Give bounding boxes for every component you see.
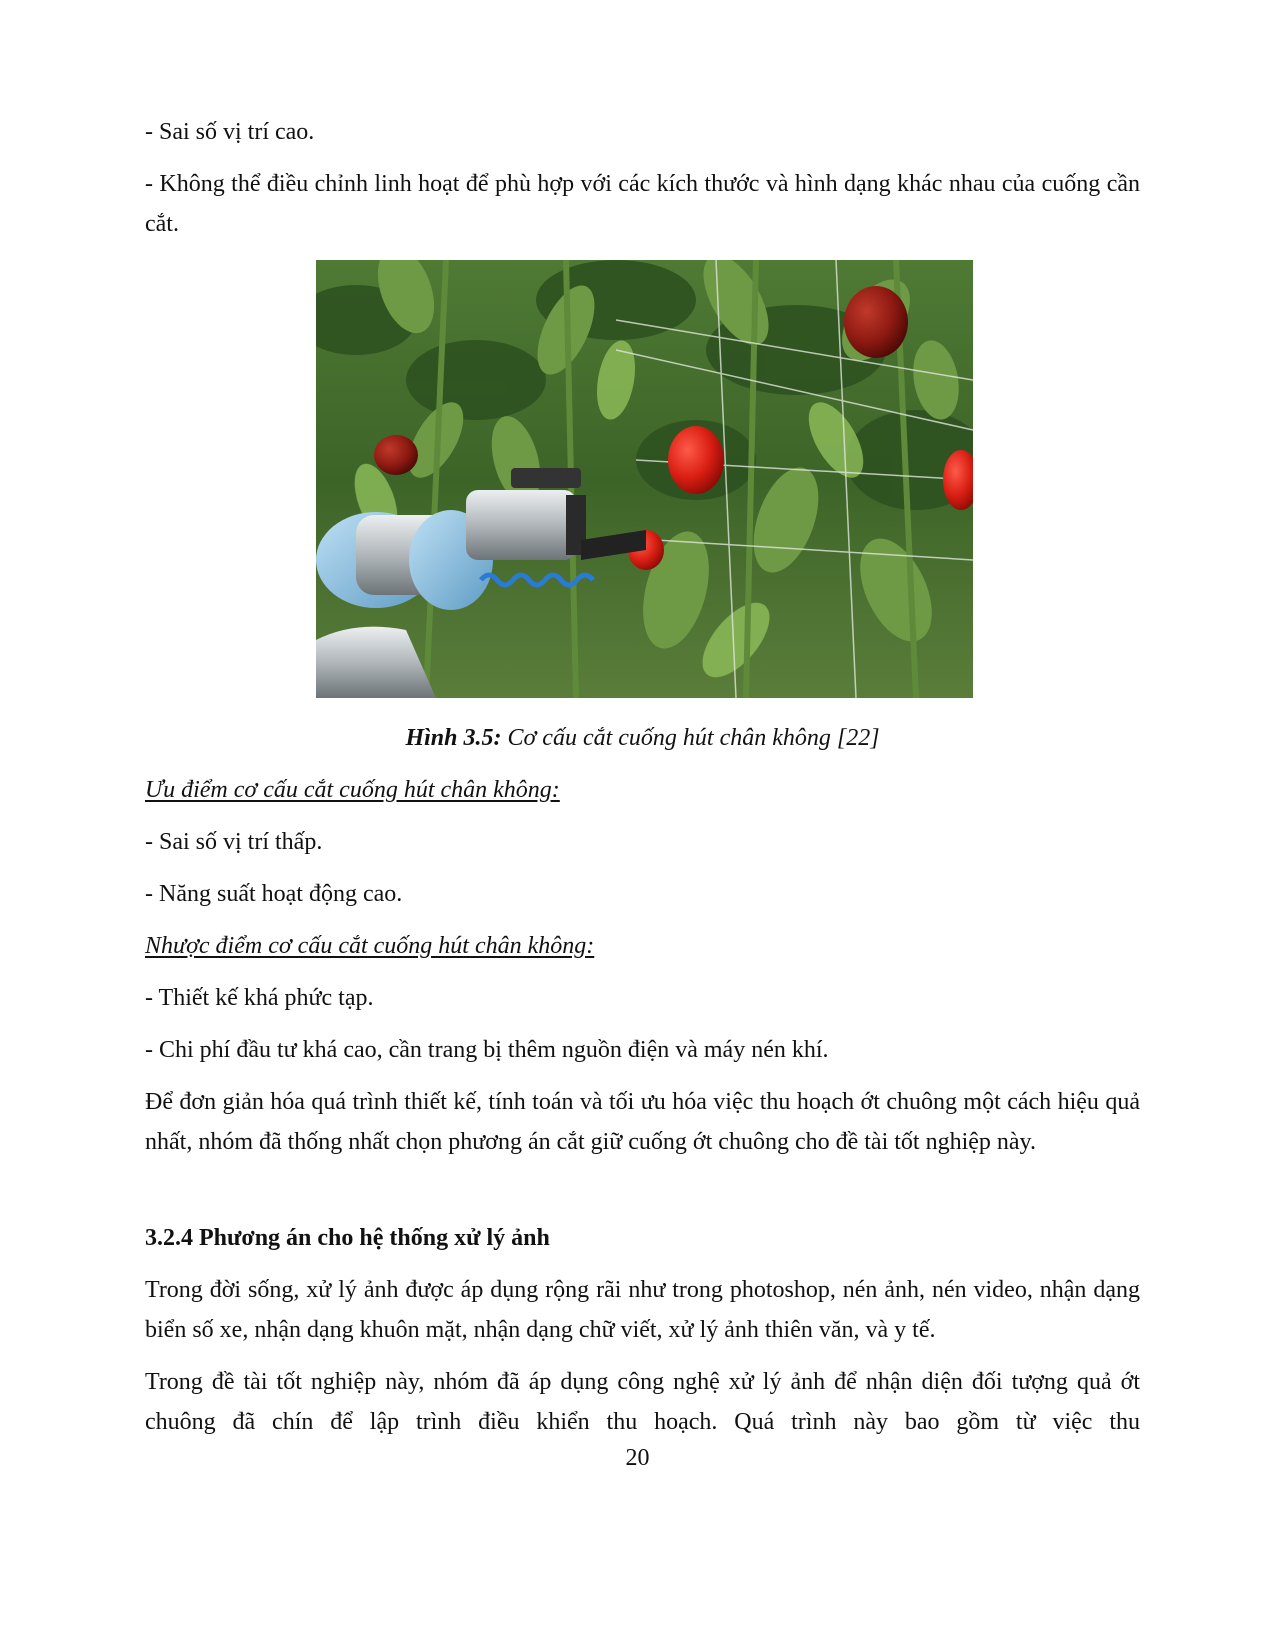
disadvantage-item: - Chi phí đầu tư khá cao, cần trang bị thêm nguồn điện và máy nén khí. [145, 1037, 829, 1063]
section-paragraph: Trong đề tài tốt nghiệp này, nhóm đã áp dụng công nghệ xử lý ảnh để nhận diện đối tượng quả ớt chuông đã chín để lập trình điều khiển thu hoạch. Quá trình này bao gồm từ việc thu [145, 1369, 1140, 1435]
disadvantage-item: - Thiết kế khá phức tạp. [145, 985, 374, 1011]
pepper-red [668, 426, 724, 494]
page-number: 20 [625, 1445, 650, 1471]
figure-caption [145, 718, 1140, 758]
text-line: - Sai số vị trí cao. [145, 119, 315, 145]
figure-caption-text: Cơ cấu cắt cuống hút chân không [22] [501, 725, 880, 751]
section-heading: 3.2.4 Phương án cho hệ thống xử lý ảnh [145, 1225, 550, 1251]
advantages-title: Ưu điểm cơ cấu cắt cuống hút chân không: [145, 777, 560, 803]
pepper-dark-red [844, 286, 908, 358]
figure-robot-gripper-photo [316, 260, 973, 698]
advantage-item: - Sai số vị trí thấp. [145, 829, 323, 855]
advantage-item: - Năng suất hoạt động cao. [145, 881, 403, 907]
robot-pepper-illustration [316, 260, 973, 698]
conclusion-paragraph: Để đơn giản hóa quá trình thiết kế, tính toán và tối ưu hóa việc thu hoạch ớt chuông một cách hiệu quả nhất, nhóm đã thống nhất chọn phương án cắt giữ cuống ớt chuông cho đề tài tốt nghiệp này. [145, 1089, 1140, 1155]
figure-label: Hình 3.5: [405, 725, 502, 751]
text-paragraph: - Không thể điều chỉnh linh hoạt để phù hợp với các kích thước và hình dạng khác nhau của cuống cần cắt. [145, 171, 1140, 237]
disadvantages-title: Nhược điểm cơ cấu cắt cuống hút chân không: [145, 933, 595, 959]
section-paragraph: Trong đời sống, xử lý ảnh được áp dụng rộng rãi như trong photoshop, nén ảnh, nén video, nhận dạng biển số xe, nhận dạng khuôn mặt, nhận dạng chữ viết, xử lý ảnh thiên văn, và y tế. [145, 1277, 1140, 1343]
